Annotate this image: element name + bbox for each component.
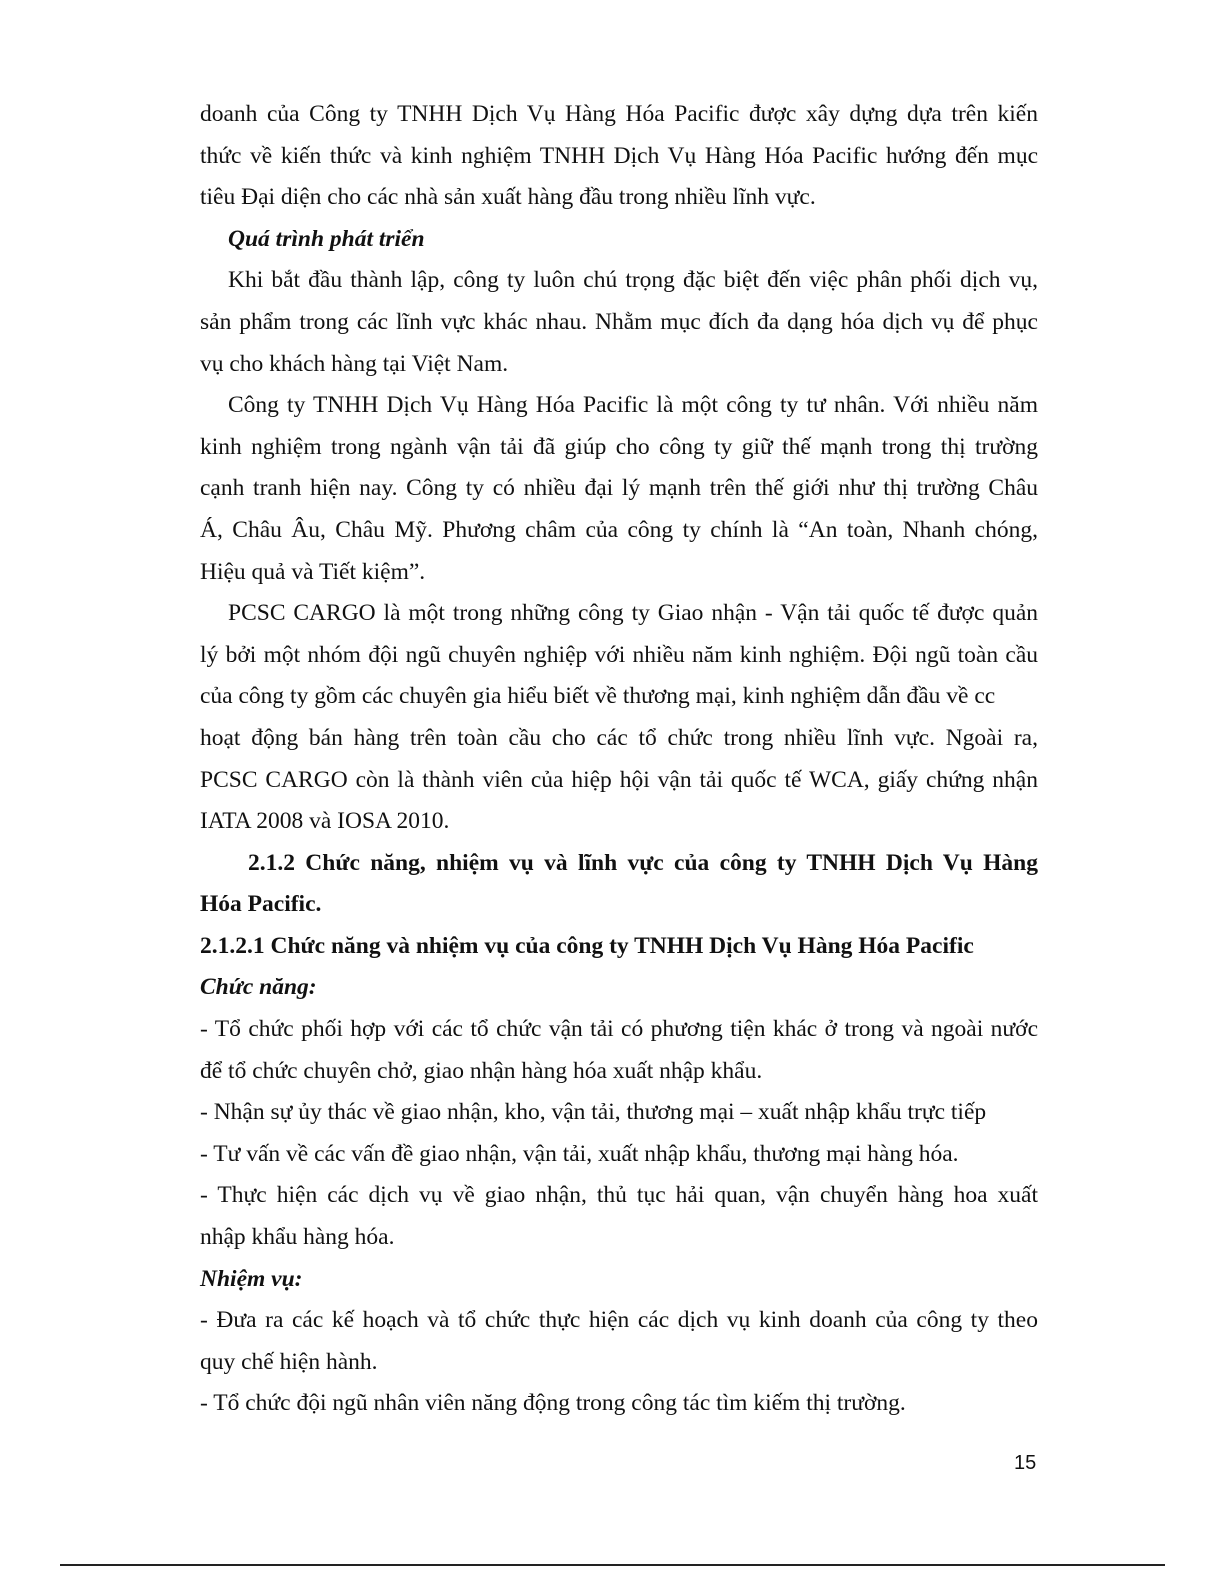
text-line: PCSC CARGO còn là thành viên của hiệp hội vận tải quốc tế WCA, giấy chứng nhận — [200, 766, 1038, 793]
text-line: sản phẩm trong các lĩnh vực khác nhau. Nhằm mục đích đa dạng hóa dịch vụ để phục — [200, 308, 1038, 335]
list-item: - Tổ chức phối hợp với các tổ chức vận tải có phương tiện khác ở trong và ngoài nước — [200, 1016, 1038, 1043]
text-line: doanh của Công ty TNHH Dịch Vụ Hàng Hóa Pacific được xây dựng dựa trên kiến — [200, 101, 1038, 127]
text-line: lý bởi một nhóm đội ngũ chuyên nghiệp với nhiều năm kinh nghiệm. Đội ngũ toàn cầu — [200, 641, 1038, 668]
text-line: Khi bắt đầu thành lập, công ty luôn chú trọng đặc biệt đến việc phân phối dịch vụ, — [228, 267, 1038, 294]
duty-heading: Nhiệm vụ: — [200, 1265, 303, 1292]
document-page — [200, 94, 1038, 1425]
list-item: - Đưa ra các kế hoạch và tổ chức thực hiện các dịch vụ kinh doanh của công ty theo — [200, 1307, 1038, 1334]
page-number: 15 — [1014, 1452, 1037, 1474]
section-subheading: Quá trình phát triển — [228, 225, 425, 252]
section-heading-cont: Hóa Pacific. — [200, 891, 322, 918]
text-line: thức về kiến thức và kinh nghiệm TNHH Dịch Vụ Hàng Hóa Pacific hướng đến mục — [200, 142, 1038, 169]
list-item: - Tư vấn về các vấn đề giao nhận, vận tải, xuất nhập khẩu, thương mại hàng hóa. — [200, 1140, 959, 1167]
function-heading: Chức năng: — [200, 974, 317, 1001]
text-line: kinh nghiệm trong ngành vận tải đã giúp cho công ty giữ thế mạnh trong thị trường — [200, 433, 1038, 460]
text-line: PCSC CARGO là một trong những công ty Giao nhận - Vận tải quốc tế được quản — [228, 600, 1038, 627]
subsection-heading: 2.1.2.1 Chức năng và nhiệm vụ của công ty TNHH Dịch Vụ Hàng Hóa Pacific — [200, 932, 974, 959]
text-line: vụ cho khách hàng tại Việt Nam. — [200, 350, 509, 377]
list-item-cont: để tổ chức chuyên chở, giao nhận hàng hóa xuất nhập khẩu. — [200, 1057, 763, 1084]
text-line: của công ty gồm các chuyên gia hiểu biết về thương mại, kinh nghiệm dẫn đầu về cc — [200, 683, 996, 710]
text-line: Công ty TNHH Dịch Vụ Hàng Hóa Pacific là một công ty tư nhân. Với nhiều năm — [228, 392, 1038, 419]
text-line: tiêu Đại diện cho các nhà sản xuất hàng đầu trong nhiều lĩnh vực. — [200, 184, 816, 211]
section-heading: 2.1.2 Chức năng, nhiệm vụ và lĩnh vực của công ty TNHH Dịch Vụ Hàng — [248, 849, 1038, 876]
list-item-cont: quy chế hiện hành. — [200, 1348, 378, 1375]
list-item: - Nhận sự ủy thác về giao nhận, kho, vận tải, thương mại – xuất nhập khẩu trực tiếp — [200, 1099, 987, 1126]
page-bottom-divider — [60, 1564, 1165, 1566]
text-line: cạnh tranh hiện nay. Công ty có nhiều đại lý mạnh trên thế giới như thị trường Châu — [200, 475, 1038, 502]
list-item: - Tổ chức đội ngũ nhân viên năng động trong công tác tìm kiếm thị trường. — [200, 1390, 906, 1417]
text-line: IATA 2008 và IOSA 2010. — [200, 808, 450, 835]
text-line: Á, Châu Âu, Châu Mỹ. Phương châm của công ty chính là “An toàn, Nhanh chóng, — [200, 516, 1038, 543]
list-item: - Thực hiện các dịch vụ về giao nhận, thủ tục hải quan, vận chuyển hàng hoa xuất — [200, 1182, 1038, 1209]
list-item-cont: nhập khẩu hàng hóa. — [200, 1224, 395, 1251]
text-line: hoạt động bán hàng trên toàn cầu cho các tổ chức trong nhiều lĩnh vực. Ngoài ra, — [200, 724, 1038, 751]
text-line: Hiệu quả và Tiết kiệm”. — [200, 558, 426, 585]
